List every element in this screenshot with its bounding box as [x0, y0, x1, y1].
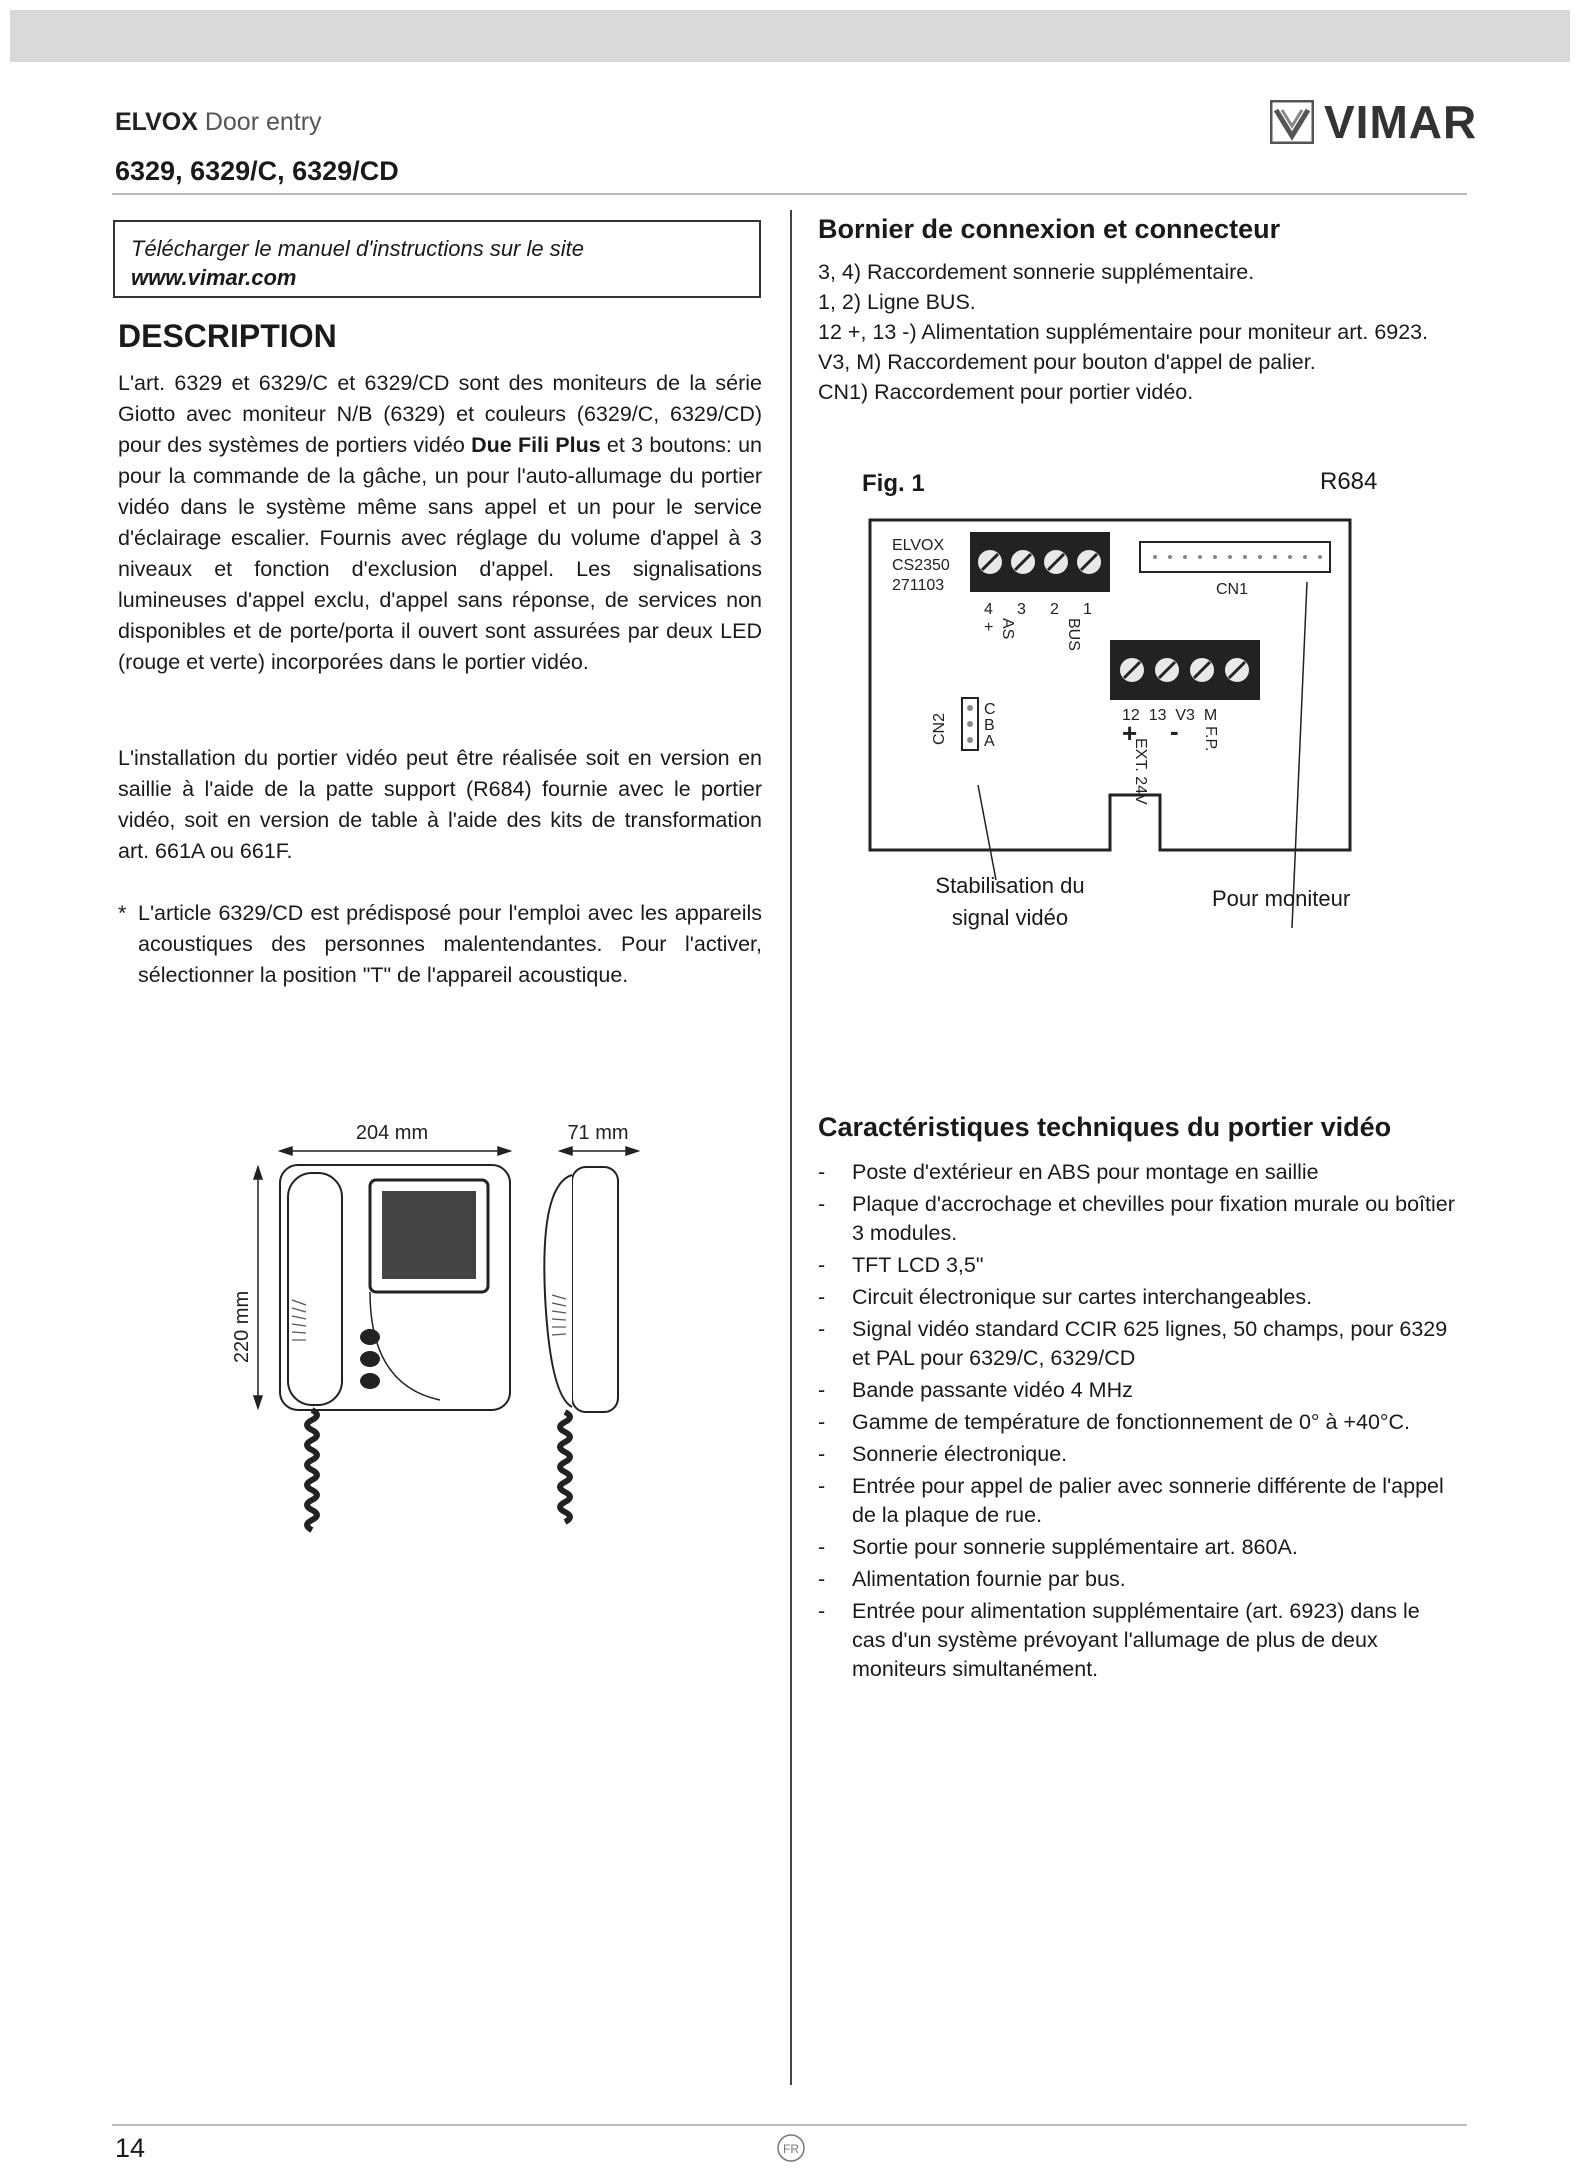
page-number: 14	[115, 2133, 146, 2163]
depth-label: 71 mm	[567, 1122, 629, 1144]
spec-item: - Sortie pour sonnerie supplémentaire art. 860A.	[818, 1535, 1298, 1559]
board-text-3: 271103	[892, 577, 945, 594]
caption-left-2: signal vidéo	[951, 905, 1069, 930]
t2-numbers: 12 13 V3 M	[1122, 707, 1218, 724]
p1-text-b: et 3 boutons: un pour la commande de la gâche, un pour l'auto-allumage du portier vidéo dans le système même sans appel et un pour le service d'éclairage escalier. Fournis avec réglage du volume d'appel à 3 niveaux et fonction d'exclusion d'appel. Les signalisations lumineuses d'appel exclu, d'appel sans réponse, de services non disponibles et de porte/porta il ouvert sont assurées par deux LED (rouge et verte) incorporées dans le portier vidéo.	[118, 433, 762, 674]
bornier-line: V3, M) Raccordement pour bouton d'appel de palier.	[818, 350, 1316, 374]
bornier-line: 12 +, 13 -) Alimentation supplémentaire pour moniteur art. 6923.	[818, 320, 1429, 344]
spec-item: - Gamme de température de fonctionnement de 0° à +40°C.	[818, 1410, 1411, 1434]
bornier-line: 3, 4) Raccordement sonnerie supplémentaire.	[818, 260, 1255, 284]
column-divider	[790, 210, 792, 2085]
description-title: DESCRIPTION	[118, 318, 337, 354]
footer-divider	[112, 2124, 1467, 2126]
download-notice	[113, 220, 761, 298]
bornier-title: Bornier de connexion et connecteur	[818, 214, 1281, 244]
height-label: 220 mm	[231, 1290, 253, 1364]
monitor-side	[572, 1167, 618, 1412]
spec-item: - Circuit électronique sur cartes interchangeables.	[818, 1285, 1313, 1309]
vimar-logo-icon	[1270, 100, 1314, 144]
spec-item: - Sonnerie électronique.	[818, 1442, 1068, 1466]
width-label: 204 mm	[355, 1122, 429, 1144]
t2-plus: +	[1122, 718, 1138, 748]
board-text-1: ELVOX	[892, 537, 945, 554]
model-title: 6329, 6329/C, 6329/CD	[115, 156, 399, 186]
notice-text: Télécharger le manuel d'instructions sur le site	[131, 236, 584, 261]
label-fp: F.P.	[1202, 726, 1219, 752]
cn2-pin-a: A	[984, 733, 995, 750]
cn2-pin-c: C	[984, 701, 996, 718]
cord-front	[307, 1410, 317, 1530]
bornier-lines	[818, 258, 1478, 408]
monitor-drawing	[220, 1115, 660, 1545]
description-note	[118, 898, 762, 991]
top-bar	[10, 10, 1570, 62]
vimar-logo	[1270, 95, 1477, 149]
cn2-label: CN2	[931, 712, 948, 745]
notice-url: www.vimar.com	[131, 265, 297, 290]
cn1-label: CN1	[1215, 581, 1249, 598]
leader-cn2	[978, 785, 996, 880]
caption-stabilisation	[910, 870, 1110, 934]
figure-reference: R684	[1320, 468, 1378, 495]
language-badge	[776, 2133, 806, 2163]
spec-item: - Bande passante vidéo 4 MHz	[818, 1378, 1133, 1402]
t2-minus: -	[1170, 716, 1179, 746]
spec-item: - Signal vidéo standard CCIR 625 lignes, 50 champs, pour 6329 et PAL pour 6329/C, 6329/CD	[818, 1317, 1448, 1370]
screen	[382, 1191, 476, 1279]
description-paragraph-2: L'installation du portier vidéo peut être réalisée soit en version en saillie à l'aide de la patte support (R684) fournie avec le portier vidéo, soit en version de table à l'aide des kits de transformation art. 661A ou 661F.	[118, 746, 762, 863]
header-divider	[112, 193, 1467, 195]
t1-num-4: 4	[984, 601, 993, 618]
spec-item: - Alimentation fournie par bus.	[818, 1567, 1126, 1591]
caption-monitor: Pour moniteur	[1212, 886, 1351, 911]
spec-item: - Entrée pour alimentation supplémentaire (art. 6923) dans le cas d'un système prévoyant l'allumage de plus de deux moniteurs simultanément.	[818, 1599, 1420, 1681]
caption-left-1: Stabilisation du	[935, 873, 1085, 898]
label-bus: BUS	[1065, 618, 1082, 651]
bornier-line: CN1) Raccordement pour portier vidéo.	[818, 380, 1194, 404]
spec-item: - Plaque d'accrochage et chevilles pour fixation murale ou boîtier 3 modules.	[818, 1192, 1455, 1245]
vimar-logo-text: VIMAR	[1324, 96, 1478, 148]
language-code: FR	[783, 2142, 799, 2156]
p1-text-a: L'art. 6329 et 6329/C et 6329/CD sont des moniteurs de la série Giotto avec moniteur N/B (6329) et couleurs (6329/C, 6329/CD) pour des systèmes de portiers vidéo	[118, 371, 762, 457]
note-text: L'article 6329/CD est prédisposé pour l'emploi avec les appareils acoustiques des personnes malentendantes. Pour l'activer, sélectionner la position "T" de l'appareil acoustique.	[138, 901, 762, 987]
label-as: AS	[999, 618, 1016, 640]
figure-label: Fig. 1	[862, 470, 925, 497]
leader-cn1	[1292, 582, 1307, 928]
specs-list	[818, 1158, 1458, 1687]
note-star: *	[118, 901, 127, 925]
brand-bold: ELVOX	[115, 108, 198, 136]
label-plus: +	[984, 619, 994, 636]
brand-header	[115, 108, 322, 137]
t1-num-2: 2	[1050, 601, 1059, 618]
spec-item: - TFT LCD 3,5"	[818, 1253, 984, 1277]
board-text-2: CS2350	[892, 557, 950, 574]
t1-num-3: 3	[1017, 601, 1026, 618]
label-ext: EXT. 24V	[1132, 738, 1149, 805]
cord-side	[560, 1412, 570, 1522]
p1-bold: Due Fili Plus	[471, 433, 601, 457]
specs-title: Caractéristiques techniques du portier vidéo	[818, 1112, 1392, 1142]
brand-rest: Door entry	[197, 108, 322, 136]
cn2-pin-b: B	[984, 717, 995, 734]
t1-num-1: 1	[1083, 601, 1092, 618]
description-paragraph-1	[118, 368, 762, 678]
spec-item: - Entrée pour appel de palier avec sonnerie différente de l'appel de la plaque de rue.	[818, 1474, 1444, 1527]
handset	[288, 1173, 342, 1405]
side-handset	[544, 1175, 572, 1407]
bornier-line: 1, 2) Ligne BUS.	[818, 290, 976, 314]
spec-item: - Poste d'extérieur en ABS pour montage en saillie	[818, 1160, 1319, 1184]
